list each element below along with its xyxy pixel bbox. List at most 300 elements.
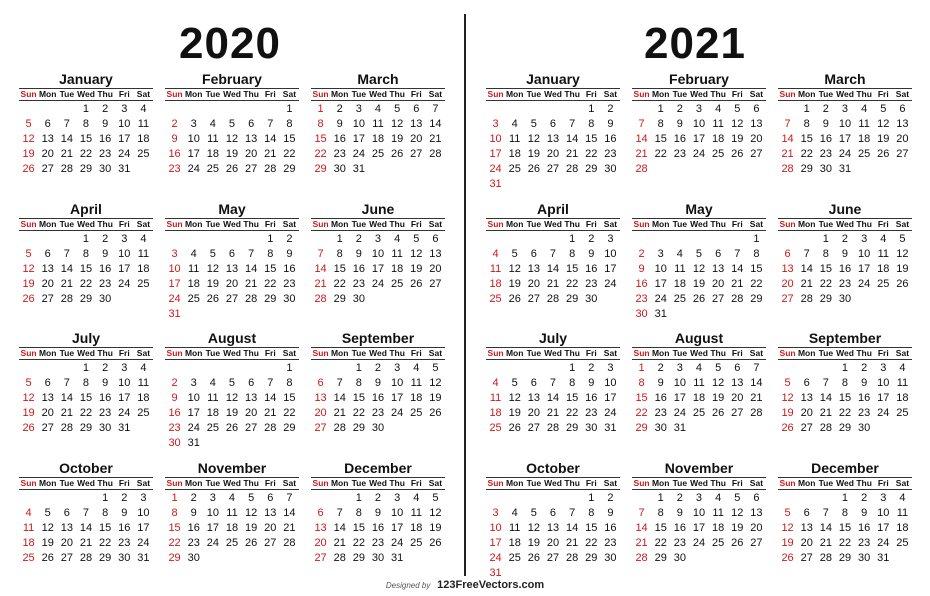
month-2021-september: [778, 329, 912, 436]
day-cell: 5: [734, 103, 741, 115]
weekday-header: [165, 88, 299, 101]
month-2020-december: [311, 459, 445, 566]
day-cell: 30: [585, 293, 598, 305]
day-cell: 31: [391, 552, 404, 564]
day-cell: 25: [489, 422, 502, 434]
day-cell: 14: [60, 263, 73, 275]
day-cell: 13: [800, 392, 813, 404]
day-cell: 18: [673, 278, 686, 290]
day-grid: [632, 102, 766, 177]
day-cell: 11: [858, 118, 870, 130]
weekday-label: Sun: [20, 89, 37, 99]
day-cell: 26: [410, 278, 423, 290]
day-empty: [486, 361, 505, 376]
day-cell: 30: [585, 422, 598, 434]
weekday-label: Mon: [184, 348, 203, 358]
weekday-label: Wed: [690, 478, 708, 488]
day-cell: 26: [731, 537, 744, 549]
day-cell: 9: [355, 248, 362, 260]
day-cell: 12: [206, 263, 219, 275]
weekday-label: Sat: [282, 89, 297, 99]
day-cell: 15: [838, 522, 852, 534]
day-cell: 12: [391, 118, 404, 130]
day-cell: 2: [374, 492, 382, 504]
day-cell: 8: [336, 248, 343, 260]
day-cell: 8: [286, 118, 293, 130]
weekday-label: Mon: [651, 348, 670, 358]
day-cell: 30: [99, 293, 112, 305]
weekday-label: Tue: [818, 89, 834, 99]
day-cell: 18: [877, 263, 890, 275]
weekday-label: Fri: [118, 348, 130, 358]
day-cell: 30: [819, 163, 832, 175]
day-grid: [165, 102, 299, 177]
weekday-label: Wed: [369, 89, 387, 99]
day-empty: [543, 491, 562, 506]
day-cell: 27: [781, 293, 794, 305]
day-cell: 12: [22, 263, 35, 275]
month-name: October: [526, 460, 580, 476]
day-cell: 28: [566, 552, 579, 564]
weekday-label: Fri: [585, 348, 597, 358]
day-cell: 16: [635, 278, 648, 290]
day-cell: 9: [638, 263, 645, 275]
day-cell: 21: [333, 537, 346, 549]
day-empty: [505, 491, 524, 506]
day-empty: [689, 232, 708, 247]
day-cell: 7: [822, 507, 829, 519]
month-2020-january: [19, 70, 153, 177]
weekday-label: Mon: [184, 89, 203, 99]
weekday-label: Sat: [895, 219, 910, 229]
day-cell: 29: [333, 293, 346, 305]
day-cell: 16: [333, 133, 346, 145]
day-cell: 11: [877, 248, 889, 260]
month-2020-february: [165, 70, 299, 177]
day-cell: 22: [99, 537, 112, 549]
day-cell: 28: [566, 163, 579, 175]
day-cell: 31: [877, 552, 890, 564]
weekday-label: Tue: [818, 219, 834, 229]
day-cell: 16: [283, 263, 296, 275]
day-cell: 7: [803, 248, 810, 260]
day-cell: 10: [118, 248, 131, 260]
weekday-label: Fri: [264, 219, 276, 229]
weekday-label: Wed: [544, 89, 562, 99]
day-grid: [165, 232, 299, 322]
day-cell: 24: [168, 293, 181, 305]
day-cell: 9: [588, 377, 595, 389]
day-cell: 27: [750, 148, 763, 160]
day-cell: 20: [781, 278, 794, 290]
day-cell: 27: [712, 293, 725, 305]
day-cell: 11: [207, 392, 219, 404]
day-cell: 7: [82, 507, 90, 519]
day-cell: 11: [226, 507, 238, 519]
day-cell: 3: [861, 233, 868, 245]
day-cell: 26: [429, 407, 442, 419]
day-cell: 24: [371, 278, 385, 290]
weekday-label: Sun: [487, 478, 504, 488]
day-cell: 16: [654, 392, 667, 404]
day-cell: 11: [674, 263, 686, 275]
weekday-label: Mon: [505, 478, 524, 488]
weekday-label: Thu: [564, 348, 580, 358]
day-cell: 14: [635, 133, 648, 145]
day-cell: 24: [877, 407, 890, 419]
weekday-label: Sat: [428, 219, 443, 229]
day-cell: 31: [489, 178, 502, 190]
day-cell: 15: [79, 133, 93, 145]
day-cell: 25: [137, 278, 150, 290]
day-cell: 23: [819, 148, 832, 160]
weekday-label: Tue: [672, 219, 688, 229]
day-cell: 2: [171, 377, 178, 389]
day-cell: 28: [264, 163, 277, 175]
day-empty: [797, 361, 816, 376]
day-cell: 20: [314, 407, 327, 419]
day-cell: 18: [187, 278, 200, 290]
day-cell: 2: [607, 492, 614, 504]
day-cell: 15: [314, 133, 327, 145]
day-empty: [330, 491, 349, 506]
day-grid: [311, 491, 445, 566]
day-cell: 5: [715, 362, 722, 374]
day-cell: 22: [750, 278, 763, 290]
day-cell: 22: [819, 278, 832, 290]
day-cell: 7: [822, 377, 829, 389]
day-cell: 16: [168, 407, 181, 419]
day-empty: [709, 232, 728, 247]
month-2020-june: [311, 200, 445, 307]
day-cell: 7: [784, 118, 791, 130]
day-cell: 16: [168, 148, 181, 160]
day-cell: 16: [371, 522, 385, 534]
day-cell: 5: [228, 118, 236, 130]
day-cell: 2: [102, 233, 109, 245]
weekday-label: Tue: [351, 348, 367, 358]
day-cell: 10: [489, 522, 502, 534]
day-cell: 19: [781, 407, 794, 419]
day-cell: 4: [374, 103, 382, 115]
day-cell: 22: [566, 278, 579, 290]
day-cell: 22: [838, 537, 852, 549]
day-cell: 18: [137, 263, 150, 275]
day-cell: 28: [314, 293, 327, 305]
weekday-label: Sat: [136, 219, 151, 229]
day-cell: 25: [896, 537, 909, 549]
weekday-label: Tue: [205, 348, 221, 358]
month-2020-october: [19, 459, 153, 566]
weekday-label: Sun: [20, 478, 37, 488]
day-cell: 6: [248, 377, 255, 389]
weekday-label: Sat: [603, 89, 618, 99]
weekday-label: Sat: [282, 348, 297, 358]
day-empty: [563, 102, 582, 117]
day-empty: [242, 361, 261, 376]
weekday-header: [311, 88, 445, 101]
day-cell: 29: [585, 163, 598, 175]
day-cell: 14: [819, 522, 832, 534]
day-empty: [165, 232, 184, 247]
weekday-label: Wed: [836, 89, 854, 99]
day-cell: 3: [492, 118, 499, 130]
day-cell: 1: [822, 233, 829, 245]
weekday-label: Sun: [633, 219, 650, 229]
day-cell: 28: [333, 552, 346, 564]
day-cell: 1: [657, 492, 664, 504]
weekday-label: Tue: [59, 348, 75, 358]
day-cell: 1: [588, 103, 595, 115]
day-cell: 18: [896, 392, 909, 404]
day-grid: [778, 361, 912, 436]
day-cell: 20: [429, 263, 442, 275]
weekday-label: Mon: [651, 219, 670, 229]
day-cell: 10: [391, 377, 404, 389]
day-cell: 22: [838, 407, 852, 419]
day-cell: 23: [635, 293, 648, 305]
day-cell: 6: [63, 507, 70, 519]
day-cell: 11: [410, 507, 422, 519]
day-cell: 30: [99, 422, 112, 434]
day-cell: 16: [604, 133, 617, 145]
day-cell: 18: [22, 537, 35, 549]
day-cell: 17: [118, 392, 131, 404]
day-cell: 19: [225, 148, 239, 160]
weekday-header: [778, 347, 912, 360]
day-cell: 14: [264, 392, 277, 404]
day-empty: [543, 232, 562, 247]
day-empty: [486, 491, 505, 506]
day-cell: 7: [248, 248, 255, 260]
day-cell: 23: [118, 537, 131, 549]
day-cell: 3: [841, 103, 849, 115]
day-cell: 27: [750, 537, 763, 549]
weekday-label: Thu: [856, 89, 872, 99]
day-cell: 4: [492, 248, 499, 260]
day-cell: 25: [371, 148, 385, 160]
day-cell: 9: [676, 118, 683, 130]
day-cell: 9: [102, 118, 109, 130]
day-cell: 11: [137, 377, 150, 389]
day-cell: 26: [731, 148, 744, 160]
day-cell: 4: [899, 362, 906, 374]
weekday-label: Thu: [97, 348, 113, 358]
day-cell: 7: [63, 248, 70, 260]
day-cell: 16: [187, 522, 200, 534]
day-cell: 2: [638, 248, 645, 260]
day-cell: 23: [585, 407, 598, 419]
day-cell: 31: [118, 422, 131, 434]
day-cell: 4: [25, 507, 32, 519]
weekday-label: Sat: [603, 348, 618, 358]
day-cell: 15: [566, 392, 579, 404]
day-grid: [486, 361, 620, 436]
day-cell: 15: [654, 522, 667, 534]
weekday-label: Sat: [136, 89, 151, 99]
day-cell: 16: [585, 392, 598, 404]
day-cell: 13: [245, 392, 258, 404]
day-cell: 6: [228, 248, 236, 260]
day-cell: 10: [206, 507, 219, 519]
day-cell: 27: [527, 293, 540, 305]
day-empty: [19, 361, 38, 376]
day-cell: 4: [861, 103, 868, 115]
day-cell: 6: [248, 118, 255, 130]
day-empty: [543, 102, 562, 117]
day-cell: 13: [429, 248, 442, 260]
day-cell: 6: [317, 507, 324, 519]
day-cell: 23: [168, 163, 181, 175]
day-empty: [38, 232, 57, 247]
day-grid: [486, 232, 620, 307]
day-cell: 20: [245, 148, 258, 160]
day-cell: 5: [228, 377, 236, 389]
day-cell: 19: [429, 522, 442, 534]
weekday-header: [778, 477, 912, 490]
day-cell: 22: [585, 148, 598, 160]
month-name: February: [669, 71, 729, 87]
day-cell: 9: [286, 248, 293, 260]
day-cell: 26: [692, 293, 706, 305]
day-cell: 26: [429, 537, 442, 549]
day-cell: 17: [858, 263, 871, 275]
day-cell: 10: [838, 118, 852, 130]
day-cell: 1: [569, 362, 576, 374]
day-cell: 26: [41, 552, 54, 564]
weekday-label: Sat: [428, 348, 443, 358]
weekday-label: Thu: [856, 219, 872, 229]
day-cell: 15: [566, 263, 579, 275]
day-cell: 1: [841, 362, 849, 374]
day-cell: 24: [352, 148, 365, 160]
day-grid: [778, 491, 912, 566]
day-cell: 22: [654, 537, 667, 549]
day-cell: 16: [604, 522, 617, 534]
day-cell: 6: [413, 103, 420, 115]
day-cell: 22: [264, 278, 277, 290]
month-2021-april: [486, 200, 620, 307]
day-cell: 20: [527, 278, 540, 290]
day-cell: 25: [489, 293, 502, 305]
day-cell: 25: [225, 537, 239, 549]
day-cell: 20: [60, 537, 73, 549]
day-cell: 29: [283, 422, 296, 434]
day-cell: 14: [800, 263, 813, 275]
weekday-header: [165, 477, 299, 490]
day-cell: 24: [118, 407, 131, 419]
day-cell: 22: [79, 278, 93, 290]
day-cell: 4: [190, 248, 197, 260]
day-cell: 14: [566, 522, 579, 534]
day-cell: 8: [286, 377, 293, 389]
day-cell: 29: [352, 552, 365, 564]
month-name: May: [685, 201, 713, 217]
month-2021-november: [632, 459, 766, 566]
day-cell: 31: [187, 437, 200, 449]
day-cell: 5: [25, 118, 32, 130]
weekday-label: Wed: [690, 348, 708, 358]
day-cell: 18: [410, 522, 423, 534]
day-cell: 12: [527, 133, 540, 145]
day-cell: 21: [750, 392, 763, 404]
day-cell: 4: [511, 118, 518, 130]
weekday-label: Sun: [633, 478, 650, 488]
day-cell: 28: [79, 552, 93, 564]
day-cell: 17: [391, 522, 404, 534]
day-cell: 1: [267, 233, 274, 245]
day-grid: [165, 361, 299, 451]
day-empty: [797, 232, 816, 247]
weekday-label: Mon: [184, 219, 203, 229]
day-cell: 23: [673, 537, 686, 549]
day-cell: 31: [118, 163, 131, 175]
day-cell: 26: [712, 407, 725, 419]
day-cell: 14: [429, 118, 442, 130]
month-name: March: [824, 71, 866, 87]
day-empty: [797, 491, 816, 506]
day-cell: 10: [877, 507, 890, 519]
day-empty: [57, 102, 76, 117]
day-cell: 19: [527, 537, 540, 549]
day-cell: 21: [79, 537, 93, 549]
day-cell: 8: [317, 118, 324, 130]
month-name: December: [344, 460, 412, 476]
day-cell: 13: [546, 522, 560, 534]
day-empty: [330, 361, 349, 376]
day-cell: 26: [22, 293, 35, 305]
day-cell: 1: [803, 103, 810, 115]
day-cell: 13: [527, 392, 540, 404]
day-cell: 14: [635, 522, 648, 534]
weekday-label: Thu: [856, 348, 872, 358]
day-cell: 4: [695, 362, 703, 374]
day-cell: 15: [264, 263, 277, 275]
day-cell: 3: [695, 492, 703, 504]
day-cell: 2: [374, 362, 382, 374]
day-cell: 4: [511, 507, 518, 519]
weekday-label: Wed: [544, 219, 562, 229]
day-cell: 31: [137, 552, 150, 564]
day-cell: 1: [355, 362, 362, 374]
day-cell: 3: [880, 492, 887, 504]
day-cell: 18: [896, 522, 909, 534]
weekday-label: Wed: [77, 89, 95, 99]
weekday-label: Mon: [651, 89, 670, 99]
day-cell: 7: [286, 492, 293, 504]
day-cell: 5: [880, 103, 887, 115]
weekday-label: Mon: [505, 219, 524, 229]
day-cell: 3: [394, 492, 401, 504]
year-title-2021: 2021: [644, 19, 746, 68]
month-2021-may: [632, 200, 766, 322]
weekday-label: Mon: [797, 89, 816, 99]
day-cell: 1: [286, 103, 293, 115]
day-cell: 4: [715, 492, 722, 504]
month-name: June: [361, 201, 395, 217]
day-empty: [242, 232, 261, 247]
weekday-header: [632, 218, 766, 231]
weekday-label: Thu: [564, 89, 580, 99]
month-name: August: [207, 330, 257, 346]
day-cell: 17: [187, 148, 200, 160]
day-cell: 10: [391, 507, 404, 519]
day-cell: 25: [187, 293, 200, 305]
day-cell: 12: [22, 392, 35, 404]
day-cell: 26: [781, 422, 794, 434]
day-cell: 27: [527, 422, 540, 434]
month-name: October: [59, 460, 113, 476]
